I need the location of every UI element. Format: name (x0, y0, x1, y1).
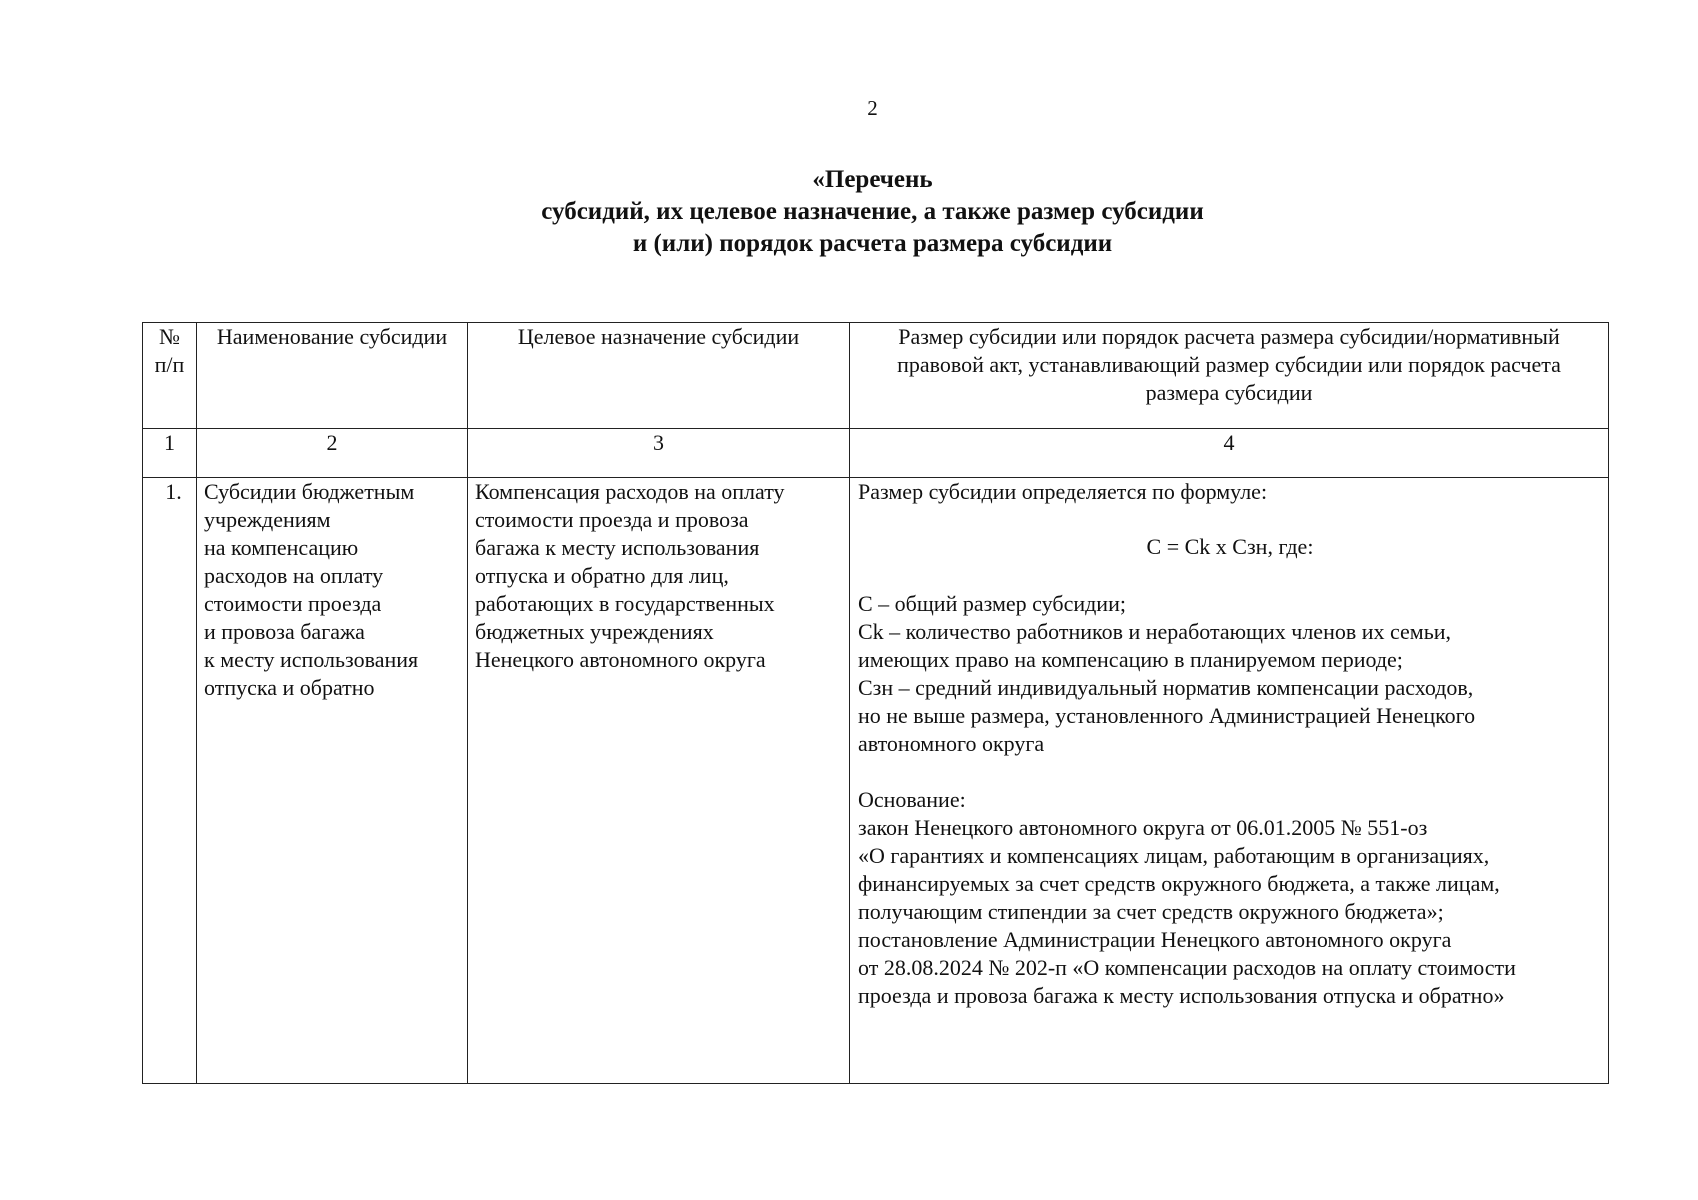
subsidy-name-line: Субсидии бюджетным (204, 479, 415, 504)
header-purpose (468, 323, 850, 429)
formula-definition-line: но не выше размера, установленного Администрацией Ненецкого (858, 703, 1476, 728)
column-index-cell: 2 (197, 429, 468, 478)
basis-line: «О гарантиях и компенсациях лицам, работающим в организациях, (858, 843, 1490, 868)
header-num (143, 323, 197, 429)
table-row (143, 478, 1609, 1084)
formula-definition-line: имеющих право на компенсацию в планируемом периоде; (858, 647, 1403, 672)
formula-definition-line: С – общий размер субсидии; (858, 591, 1126, 616)
header-num-symbol: № (159, 324, 180, 349)
header-size (850, 323, 1609, 429)
subsidy-purpose-cell (468, 478, 850, 1084)
subsidy-name-line: к месту использования (204, 647, 419, 672)
formula-definition-line: Ck – количество работников и неработающих членов их семьи, (858, 619, 1452, 644)
basis-line: Основание: (858, 787, 966, 812)
header-purpose-label: Целевое назначение субсидии (517, 324, 800, 349)
header-name-label: Наименование субсидии (216, 324, 448, 349)
basis-line: финансируемых за счет средств окружного бюджета, а также лицам, (858, 871, 1500, 896)
subsidy-purpose-line: отпуска и обратно для лиц, (475, 563, 729, 588)
subsidy-purpose-line: Ненецкого автономного округа (475, 647, 766, 672)
subsidy-purpose-line: стоимости проезда и провоза (475, 507, 749, 532)
subsidy-name-line: стоимости проезда (204, 591, 382, 616)
basis-line: постановление Администрации Ненецкого автономного округа (858, 927, 1452, 952)
basis-line: от 28.08.2024 № 202-п «О компенсации расходов на оплату стоимости (858, 955, 1516, 980)
document-title (0, 164, 1698, 260)
basis-line: проезда и провоза багажа к месту использования отпуска и обратно» (858, 983, 1505, 1008)
basis-line: закон Ненецкого автономного округа от 06.01.2005 № 551-оз (858, 815, 1428, 840)
column-index-cell: 1 (143, 429, 197, 478)
formula-definition-line: автономного округа (858, 731, 1045, 756)
subsidy-table (142, 322, 1609, 1084)
subsidy-name-line: на компенсацию (204, 535, 359, 560)
header-size-line-2: правовой акт, устанавливающий размер субсидии или порядок расчета (897, 352, 1561, 377)
subsidy-purpose-line: работающих в государственных (475, 591, 775, 616)
formula: С = Ck х Сзн, где: (1146, 534, 1314, 559)
header-size-line-3: размера субсидии (1145, 380, 1313, 405)
subsidy-purpose-line: Компенсация расходов на оплату (475, 479, 785, 504)
subsidy-size-cell (850, 478, 1609, 1084)
formula-definition-line: Сзн – средний индивидуальный норматив компенсации расходов, (858, 675, 1474, 700)
subsidy-purpose-line: бюджетных учреждениях (475, 619, 714, 644)
paragraph-gap (858, 758, 1602, 786)
header-size-line-1: Размер субсидии или порядок расчета размера субсидии/нормативный (898, 324, 1560, 349)
subsidy-name-line: расходов на оплату (204, 563, 384, 588)
title-line-3: и (или) порядок расчета размера субсидии (632, 230, 1113, 257)
subsidy-name-cell (197, 478, 468, 1084)
formula-intro: Размер субсидии определяется по формуле: (858, 479, 1268, 504)
header-num-abbr: п/п (154, 352, 185, 377)
table-header-row (143, 323, 1609, 429)
row-number: 1. (143, 478, 197, 1084)
subsidy-name-line: и провоза багажа (204, 619, 365, 644)
column-index-row (143, 429, 1609, 478)
subsidy-purpose-line: багажа к месту использования (475, 535, 760, 560)
basis-line: получающим стипендии за счет средств окружного бюджета»; (858, 899, 1444, 924)
title-line-1: «Перечень (812, 166, 933, 193)
header-name (197, 323, 468, 429)
subsidy-name-line: отпуска и обратно (204, 675, 375, 700)
page-number: 2 (867, 96, 878, 120)
column-index-cell: 4 (850, 429, 1609, 478)
column-index-cell: 3 (468, 429, 850, 478)
title-line-2: субсидий, их целевое назначение, а также размер субсидии (541, 198, 1204, 225)
subsidy-name-line: учреждениям (204, 507, 331, 532)
